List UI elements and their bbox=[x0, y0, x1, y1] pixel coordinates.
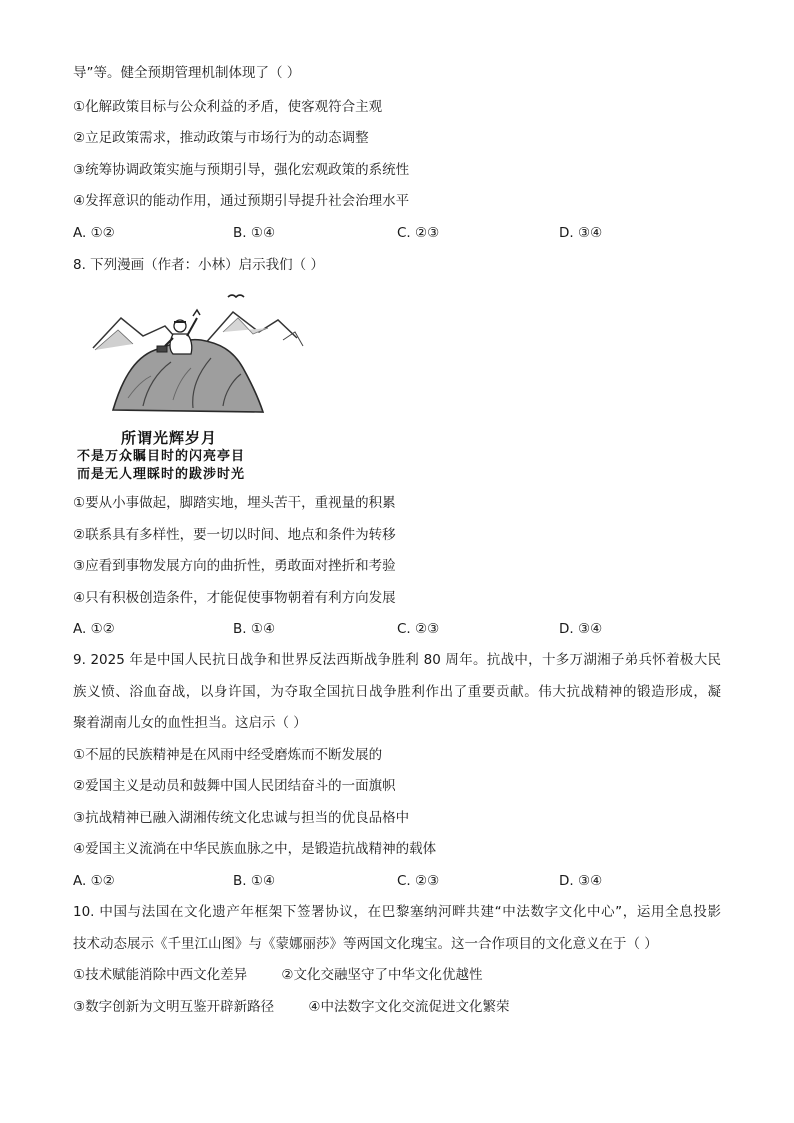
q8-option-b[interactable]: B. ①④ bbox=[233, 621, 276, 637]
q7-option-c[interactable]: C. ②③ bbox=[397, 225, 440, 241]
q9-stem-line-3: 聚着湖南儿女的血性担当。这启示（ ） bbox=[73, 715, 307, 731]
q9-statement-4: ④爱国主义流淌在中华民族血脉之中，是锻造抗战精神的载体 bbox=[73, 841, 437, 857]
q8-statement-4: ④只有积极创造条件，才能促使事物朝着有利方向发展 bbox=[73, 590, 396, 606]
q8-option-a[interactable]: A. ①② bbox=[73, 621, 115, 637]
q10-stem-line-1: 10. 中国与法国在文化遗产年框架下签署协议，在巴黎塞纳河畔共建“中法数字文化中心”，运用全息投影 bbox=[73, 904, 721, 920]
cartoon-caption-line-2: 不是万众瞩目时的闪亮亭目 bbox=[77, 449, 246, 464]
q9-option-a[interactable]: A. ①② bbox=[73, 873, 115, 889]
q8-statement-1: ①要从小事做起，脚踏实地，埋头苦干，重视量的积累 bbox=[73, 495, 396, 511]
q10-stem-line-2: 技术动态展示《千里江山图》与《蒙娜丽莎》等两国文化瑰宝。这一合作项目的文化意义在于（ ） bbox=[73, 936, 658, 952]
cartoon-image bbox=[73, 288, 305, 484]
cartoon-caption-line-1: 所谓光辉岁月 bbox=[121, 429, 218, 447]
q9-statement-1: ①不屈的民族精神是在风雨中经受磨炼而不断发展的 bbox=[73, 747, 383, 763]
q10-statements-1-2: ①技术赋能消除中西文化差异 ②文化交融坚守了中华文化优越性 bbox=[73, 967, 483, 983]
q7-stem-tail: 导”等。健全预期管理机制体现了（ ） bbox=[73, 65, 301, 81]
q9-option-d[interactable]: D. ③④ bbox=[559, 873, 603, 889]
cartoon-caption-line-3: 而是无人理睬时的跋涉时光 bbox=[77, 467, 246, 482]
q9-statement-3: ③抗战精神已融入湖湘传统文化忠诚与担当的优良品格中 bbox=[73, 810, 410, 826]
q9-stem-line-2: 族义愤、浴血奋战，以身许国，为夺取全国抗日战争胜利作出了重要贡献。伟大抗战精神的锻造形成，凝 bbox=[73, 684, 721, 700]
bird-icon bbox=[228, 295, 244, 297]
q7-statement-3: ③统筹协调政策实施与预期引导，强化宏观政策的系统性 bbox=[73, 162, 410, 178]
q8-option-d[interactable]: D. ③④ bbox=[559, 621, 603, 637]
q9-option-c[interactable]: C. ②③ bbox=[397, 873, 440, 889]
q10-statements-3-4: ③数字创新为文明互鉴开辟新路径 ④中法数字文化交流促进文化繁荣 bbox=[73, 999, 510, 1015]
q8-statement-3: ③应看到事物发展方向的曲折性，勇敢面对挫折和考验 bbox=[73, 558, 396, 574]
q7-statement-1: ①化解政策目标与公众利益的矛盾，使客观符合主观 bbox=[73, 99, 383, 115]
q7-statement-2: ②立足政策需求，推动政策与市场行为的动态调整 bbox=[73, 130, 369, 146]
q8-stem: 8. 下列漫画（作者：小林）启示我们（ ） bbox=[73, 257, 324, 273]
q7-option-d[interactable]: D. ③④ bbox=[559, 225, 603, 241]
q7-option-a[interactable]: A. ①② bbox=[73, 225, 115, 241]
q7-option-b[interactable]: B. ①④ bbox=[233, 225, 276, 241]
q8-option-c[interactable]: C. ②③ bbox=[397, 621, 440, 637]
q9-stem-line-1: 9. 2025 年是中国人民抗日战争和世界反法西斯战争胜利 80 周年。抗战中，十多万湖湘子弟兵怀着极大民 bbox=[73, 652, 721, 668]
q7-statement-4: ④发挥意识的能动作用，通过预期引导提升社会治理水平 bbox=[73, 193, 410, 209]
q8-statement-2: ②联系具有多样性，要一切以时间、地点和条件为转移 bbox=[73, 527, 396, 543]
q9-statement-2: ②爱国主义是动员和鼓舞中国人民团结奋斗的一面旗帜 bbox=[73, 778, 396, 794]
q9-option-b[interactable]: B. ①④ bbox=[233, 873, 276, 889]
